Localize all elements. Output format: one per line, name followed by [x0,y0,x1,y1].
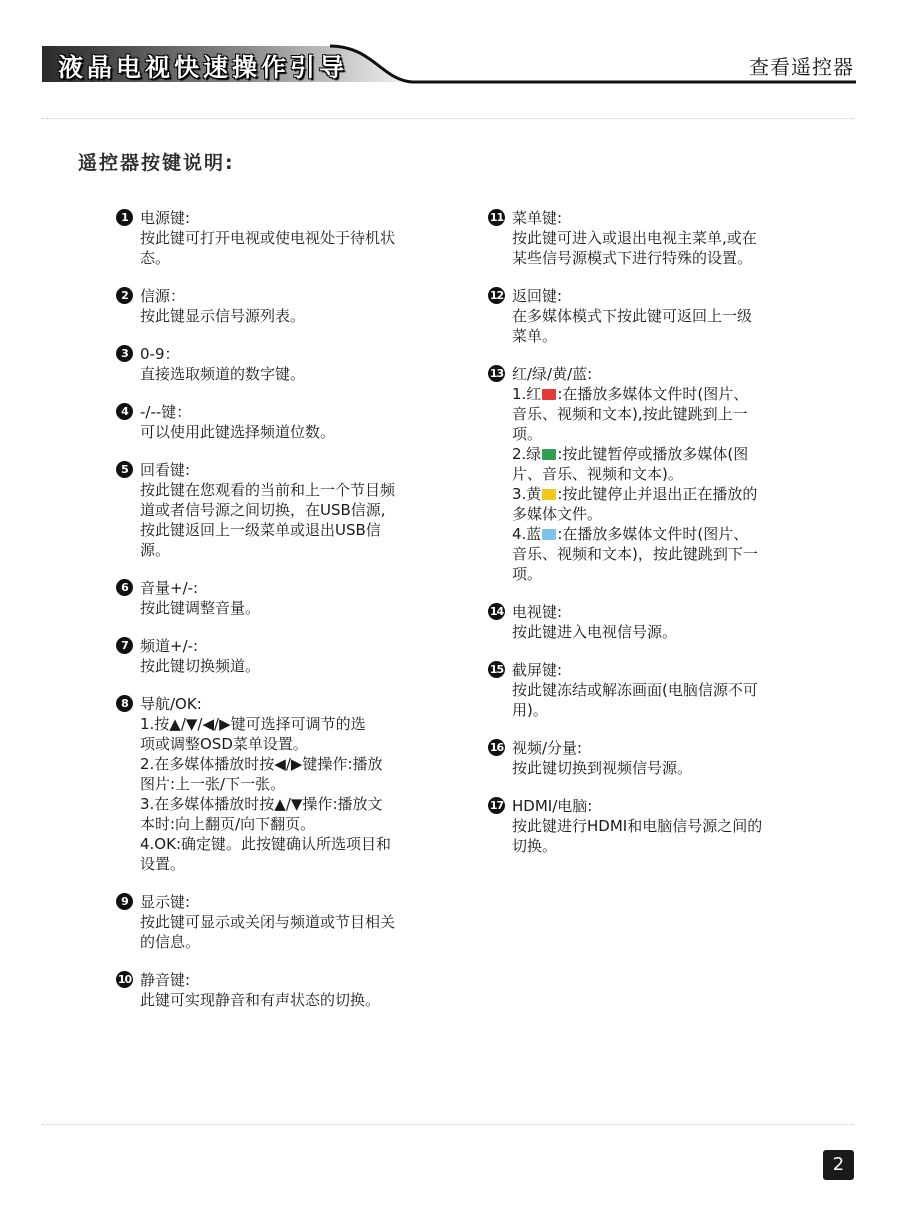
item-number-badge: 13 [489,367,504,380]
item-description-line: 项或调整OSD菜单设置。 [140,735,308,753]
item-number-badge: 17 [489,799,504,812]
key-item [488,364,808,584]
key-item [116,694,436,874]
bottom-divider [42,1124,854,1125]
item-number-badge: 11 [489,211,504,224]
section-title: 遥控器按键说明: [78,152,235,174]
item-title: 信源： [140,287,186,305]
item-description-line: 某些信号源模式下进行特殊的设置。 [512,249,753,267]
item-description-line [512,384,808,404]
item-title: 电视键: [512,603,563,621]
key-item [116,208,436,268]
item-description-line: 图片:上一张/下一张。 [140,775,286,793]
key-item [116,970,436,1010]
color-key-label: 4.蓝 [512,525,542,543]
item-number-badge: 3 [116,345,133,362]
item-description-line: 按此键可显示或关闭与频道或节目相关 [140,913,396,931]
key-item [488,660,808,720]
color-key-label: 2.绿 [512,445,542,463]
item-number-badge: 15 [489,663,504,676]
color-key-text: 项。 [512,425,543,443]
color-key-text: 音乐、视频和文本),按此键跳到上一 [512,405,748,423]
color-key-text: 片、音乐、视频和文本)。 [512,465,683,483]
item-title: 截屏键: [512,661,563,679]
item-description-line: 道或者信号源之间切换，在USB信源, [140,501,386,519]
item-description-line [512,564,808,584]
item-description-line: 按此键可进入或退出电视主菜单,或在 [512,229,757,247]
item-description-line: 设置。 [140,855,186,873]
item-description-line: 态。 [140,249,171,267]
item-description-line [512,484,808,504]
item-title: 电源键: [140,209,191,227]
key-item [488,208,808,268]
item-number-badge: 12 [489,289,504,302]
item-description-line: 此键可实现静音和有声状态的切换。 [140,991,381,1009]
item-description-line [512,424,808,444]
item-description-line [512,504,808,524]
item-description-line: 按此键进行HDMI和电脑信号源之间的 [512,817,763,835]
top-divider [42,118,854,119]
item-number-badge: 16 [489,741,504,754]
key-item [488,602,808,642]
item-title: 菜单键: [512,209,563,227]
item-title: 频道+/-: [140,637,199,655]
item-description-line: 源。 [140,541,171,559]
color-key-label: 3.黄 [512,485,542,503]
item-title: 红/绿/黄/蓝: [512,365,593,383]
item-description-line [512,544,808,564]
item-description-line: 按此键在您观看的当前和上一个节目频 [140,481,396,499]
item-description-line: 直接选取频道的数字键。 [140,365,306,383]
item-title: -/--键： [140,403,192,421]
item-number-badge: 5 [116,461,133,478]
item-description-line: 4.OK:确定键。此按键确认所选项目和 [140,835,392,853]
item-number-badge: 1 [116,209,133,226]
header-section-label: 查看遥控器 [749,55,854,79]
item-number-badge: 9 [116,893,133,910]
page-number: 2 [823,1150,854,1180]
item-description-line: 按此键冻结或解冻画面(电脑信源不可 [512,681,758,699]
key-item [116,402,436,442]
item-number-badge: 6 [116,579,133,596]
item-description-line: 按此键切换到视频信号源。 [512,759,693,777]
item-title: HDMI/电脑: [512,797,593,815]
item-title: 视频/分量: [512,739,583,757]
item-description-line [512,404,808,424]
item-number-badge: 7 [116,637,133,654]
key-item [116,460,436,560]
right-column [488,208,808,874]
item-title: 静音键: [140,971,191,989]
item-description-line [512,444,808,464]
green-button-icon [542,449,556,460]
item-description-line: 按此键进入电视信号源。 [512,623,678,641]
key-item [116,286,436,326]
color-key-label: 1.红 [512,385,542,403]
item-description-line: 在多媒体模式下按此键可返回上一级 [512,307,753,325]
item-title: 显示键: [140,893,191,911]
item-description-line [512,464,808,484]
key-item [116,636,436,676]
item-number-badge: 10 [117,973,132,986]
item-title: 0-9： [140,345,180,363]
item-description-line: 按此键显示信号源列表。 [140,307,306,325]
item-description-line: 用)。 [512,701,548,719]
item-title: 回看键: [140,461,191,479]
item-title: 导航/OK: [140,695,202,713]
color-key-text: 音乐、视频和文本)，按此键跳到下一 [512,545,758,563]
item-description-line: 可以使用此键选择频道位数。 [140,423,336,441]
item-number-badge: 8 [116,695,133,712]
item-description-line: 2.在多媒体播放时按◀/▶键操作:播放 [140,755,383,773]
item-number-badge: 14 [489,605,504,618]
color-key-text: 项。 [512,565,543,583]
color-key-text: :在播放多媒体文件时(图片、 [557,525,749,543]
item-title: 音量+/-: [140,579,199,597]
item-description-line: 的信息。 [140,933,201,951]
key-item [488,796,808,856]
color-key-text: :在播放多媒体文件时(图片、 [557,385,749,403]
item-description-line: 1.按▲/▼/◀/▶键可选择可调节的选 [140,715,366,733]
color-key-text: :按此键停止并退出正在播放的 [557,485,758,503]
item-number-badge: 2 [116,287,133,304]
item-number-badge: 4 [116,403,133,420]
item-description-line: 菜单。 [512,327,558,345]
key-item [116,578,436,618]
key-item [116,892,436,952]
left-column [116,208,436,1028]
item-description-line: 本时:向上翻页/向下翻页。 [140,815,316,833]
blue-button-icon [542,529,556,540]
item-title: 返回键: [512,287,563,305]
item-description-line: 3.在多媒体播放时按▲/▼操作:播放文 [140,795,383,813]
header-title: 液晶电视快速操作引导 [58,53,349,82]
key-item [488,286,808,346]
item-description-line: 按此键可打开电视或使电视处于待机状 [140,229,396,247]
color-key-text: 多媒体文件。 [512,505,603,523]
item-description-line: 按此键调整音量。 [140,599,261,617]
item-description-line: 切换。 [512,837,558,855]
color-key-text: :按此键暂停或播放多媒体(图 [557,445,749,463]
item-description-line: 按此键返回上一级菜单或退出USB信 [140,521,381,539]
key-item [116,344,436,384]
key-item [488,738,808,778]
red-button-icon [542,389,556,400]
page-header [0,0,898,90]
item-description-line [512,524,808,544]
yellow-button-icon [542,489,556,500]
item-description-line: 按此键切换频道。 [140,657,261,675]
